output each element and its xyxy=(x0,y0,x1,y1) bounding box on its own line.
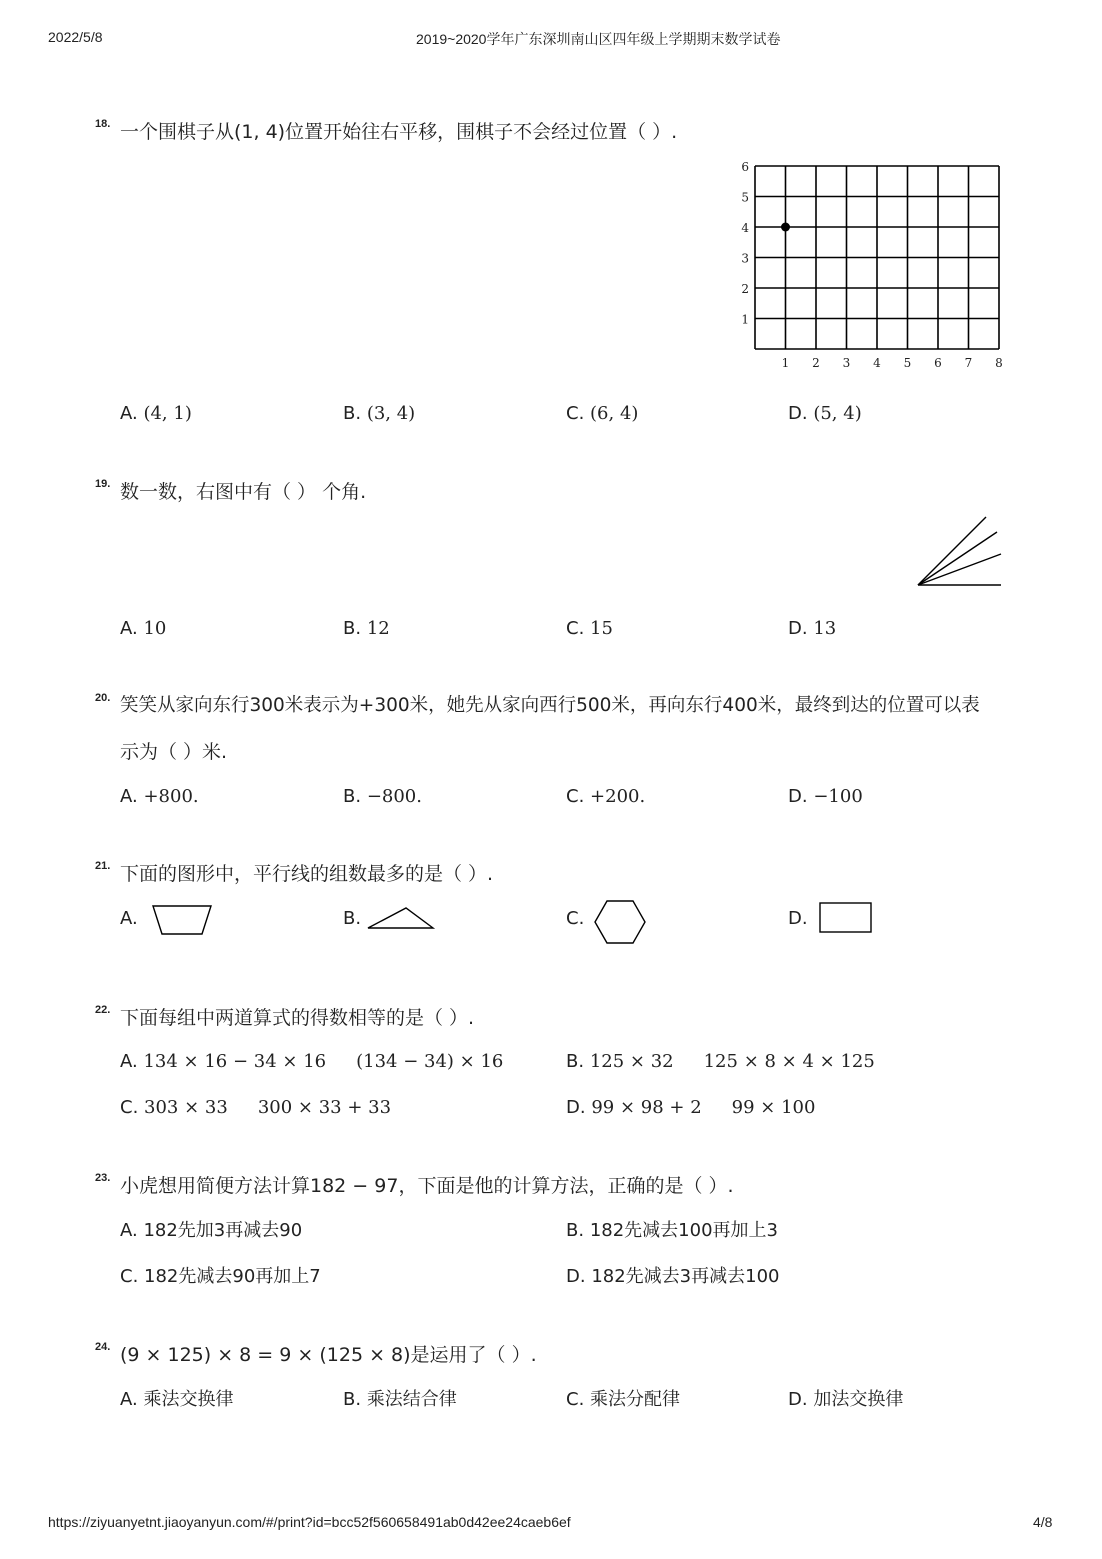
question-stem: (9 × 125) × 8 = 9 × (125 × 8)是运用了（ ）. xyxy=(120,1344,537,1366)
question-stem: 小虎想用简便方法计算182 − 97，下面是他的计算方法，正确的是（ ）. xyxy=(120,1175,734,1197)
option-letter: D. xyxy=(788,1389,808,1410)
option-letter: A. xyxy=(120,1051,138,1072)
option-a[interactable] xyxy=(120,404,192,424)
option-expr-1: 134 × 16 − 34 × 16 xyxy=(143,1051,327,1072)
option-letter: D. xyxy=(788,618,808,639)
option-letter: D. xyxy=(788,908,808,929)
triangle-icon xyxy=(366,905,436,931)
option-text: (6, 4) xyxy=(590,403,639,424)
option-b[interactable] xyxy=(343,619,390,639)
y-tick-label: 4 xyxy=(741,221,749,235)
x-tick-label: 1 xyxy=(781,356,790,370)
option-a[interactable] xyxy=(120,1052,503,1072)
option-expr-1: 125 × 32 xyxy=(589,1051,674,1072)
option-letter: C. xyxy=(120,1266,139,1287)
option-c[interactable] xyxy=(566,1390,680,1410)
option-expr-2: 99 × 100 xyxy=(731,1097,816,1118)
option-letter: D. xyxy=(788,403,808,424)
option-letter: C. xyxy=(566,908,585,929)
option-expr-1: 99 × 98 + 2 xyxy=(591,1097,702,1118)
question-stem-line-1: 笑笑从家向东行300米表示为+300米，她先从家向西行500米，再向东行400米，最终到达的位置可以表 xyxy=(120,695,980,716)
option-letter: A. xyxy=(120,1389,138,1410)
option-letter: A. xyxy=(120,786,138,807)
option-d[interactable] xyxy=(788,787,863,807)
y-tick-label: 6 xyxy=(741,160,749,174)
option-text: 13 xyxy=(813,618,837,639)
option-text: 15 xyxy=(590,618,613,639)
option-text: 182先加3再减去90 xyxy=(143,1220,303,1241)
x-tick-label: 3 xyxy=(842,356,851,370)
y-tick-labels xyxy=(741,160,749,327)
option-letter: D. xyxy=(788,786,808,807)
option-c[interactable] xyxy=(566,787,645,807)
option-text: 12 xyxy=(366,618,390,639)
go-stone-point xyxy=(781,223,790,232)
question-stem-line-2: 示为（ ）米. xyxy=(120,741,228,763)
option-text: 乘法交换律 xyxy=(143,1389,234,1410)
option-letter: B. xyxy=(343,403,362,424)
document-title: 2019~2020学年广东深圳南山区四年级上学期期末数学试卷 xyxy=(416,31,781,47)
option-d[interactable] xyxy=(566,1098,815,1118)
y-tick-label: 5 xyxy=(741,190,749,205)
option-d[interactable] xyxy=(788,1390,903,1410)
option-c[interactable] xyxy=(566,404,638,424)
option-letter: C. xyxy=(120,1097,139,1118)
question-stem: 下面的图形中，平行线的组数最多的是（ ）. xyxy=(120,863,494,885)
option-letter: B. xyxy=(343,618,362,639)
option-text: (5, 4) xyxy=(813,403,862,424)
option-expr-2: 300 × 33 + 33 xyxy=(257,1097,392,1118)
page-number: 4/8 xyxy=(1033,1514,1053,1530)
hexagon-icon xyxy=(593,899,647,945)
option-letter: A. xyxy=(120,1220,138,1241)
question-number: 21. xyxy=(95,860,111,872)
option-a[interactable] xyxy=(120,787,199,807)
option-text: −100 xyxy=(813,786,863,807)
coordinate-grid-figure xyxy=(735,155,1010,375)
option-text: 乘法结合律 xyxy=(366,1389,457,1410)
option-letter: C. xyxy=(566,1389,585,1410)
option-letter: C. xyxy=(566,618,585,639)
option-expr-2: 125 × 8 × 4 × 125 xyxy=(703,1051,875,1072)
x-tick-label: 4 xyxy=(873,356,881,370)
option-letter: C. xyxy=(566,403,585,424)
option-text: 182先减去100再加上3 xyxy=(589,1220,778,1241)
option-expr-1: 303 × 33 xyxy=(144,1097,228,1118)
page-url[interactable]: https://ziyuanyetnt.jiaoyanyun.com/#/print?id=bcc52f560658491ab0d42ee24caeb6ef xyxy=(48,1514,571,1530)
option-text: 乘法分配律 xyxy=(590,1389,681,1410)
trapezoid-icon xyxy=(150,903,214,937)
option-d[interactable] xyxy=(788,909,808,929)
option-text: (4, 1) xyxy=(143,403,192,424)
option-a[interactable] xyxy=(120,1390,233,1410)
option-expr-2: (134 − 34) × 16 xyxy=(356,1051,504,1072)
grid-lines xyxy=(755,166,999,349)
angle-rays-figure xyxy=(912,512,1007,592)
y-tick-label: 3 xyxy=(741,251,749,266)
option-letter: D. xyxy=(566,1266,586,1287)
option-b[interactable] xyxy=(566,1052,875,1072)
question-number: 18. xyxy=(95,118,111,130)
option-c[interactable] xyxy=(120,1267,321,1287)
option-letter: B. xyxy=(566,1220,585,1241)
option-text: 10 xyxy=(143,618,167,639)
option-a[interactable] xyxy=(120,619,166,639)
x-tick-label: 6 xyxy=(934,356,942,370)
option-letter: A. xyxy=(120,618,138,639)
y-tick-label: 1 xyxy=(741,312,749,327)
option-letter: A. xyxy=(120,908,138,929)
option-a[interactable] xyxy=(120,1221,302,1241)
option-b[interactable] xyxy=(343,1390,457,1410)
option-text: 182先减去90再加上7 xyxy=(144,1266,321,1287)
x-tick-label: 7 xyxy=(964,356,973,370)
x-tick-label: 8 xyxy=(995,356,1003,370)
option-letter: B. xyxy=(343,1389,362,1410)
rectangle-icon xyxy=(818,901,874,935)
option-b[interactable] xyxy=(343,404,415,424)
option-text: −800. xyxy=(366,786,422,807)
option-letter: C. xyxy=(566,786,585,807)
question-number: 19. xyxy=(95,478,111,490)
option-a[interactable] xyxy=(120,909,138,929)
option-text: (3, 4) xyxy=(366,403,416,424)
question-stem: 下面每组中两道算式的得数相等的是（ ）. xyxy=(120,1007,475,1029)
option-text: 加法交换律 xyxy=(813,1389,904,1410)
question-stem: 一个围棋子从(1, 4)位置开始往右平移，围棋子不会经过位置（ ）. xyxy=(120,121,678,143)
x-tick-label: 5 xyxy=(903,356,912,370)
option-c[interactable] xyxy=(566,909,584,929)
option-letter: B. xyxy=(343,908,362,929)
x-tick-label: 2 xyxy=(812,356,820,370)
question-number: 20. xyxy=(95,692,111,704)
option-letter: A. xyxy=(120,403,138,424)
option-d[interactable] xyxy=(788,619,836,639)
option-d[interactable] xyxy=(566,1267,780,1287)
option-letter: B. xyxy=(566,1051,585,1072)
option-text: +200. xyxy=(590,786,646,807)
option-text: 182先减去3再减去100 xyxy=(591,1266,780,1287)
question-number: 22. xyxy=(95,1004,111,1016)
question-number: 23. xyxy=(95,1172,111,1184)
option-d[interactable] xyxy=(788,404,862,424)
option-b[interactable] xyxy=(343,909,361,929)
question-number: 24. xyxy=(95,1341,111,1353)
option-text: +800. xyxy=(143,786,199,807)
option-b[interactable] xyxy=(566,1221,778,1241)
x-tick-labels xyxy=(782,356,1003,370)
option-c[interactable] xyxy=(566,619,613,639)
question-stem: 数一数，右图中有（ ） 个角. xyxy=(120,481,367,503)
option-letter: B. xyxy=(343,786,362,807)
print-date: 2022/5/8 xyxy=(48,29,103,45)
option-b[interactable] xyxy=(343,787,422,807)
option-c[interactable] xyxy=(120,1098,391,1118)
option-letter: D. xyxy=(566,1097,586,1118)
y-tick-label: 2 xyxy=(741,282,749,296)
